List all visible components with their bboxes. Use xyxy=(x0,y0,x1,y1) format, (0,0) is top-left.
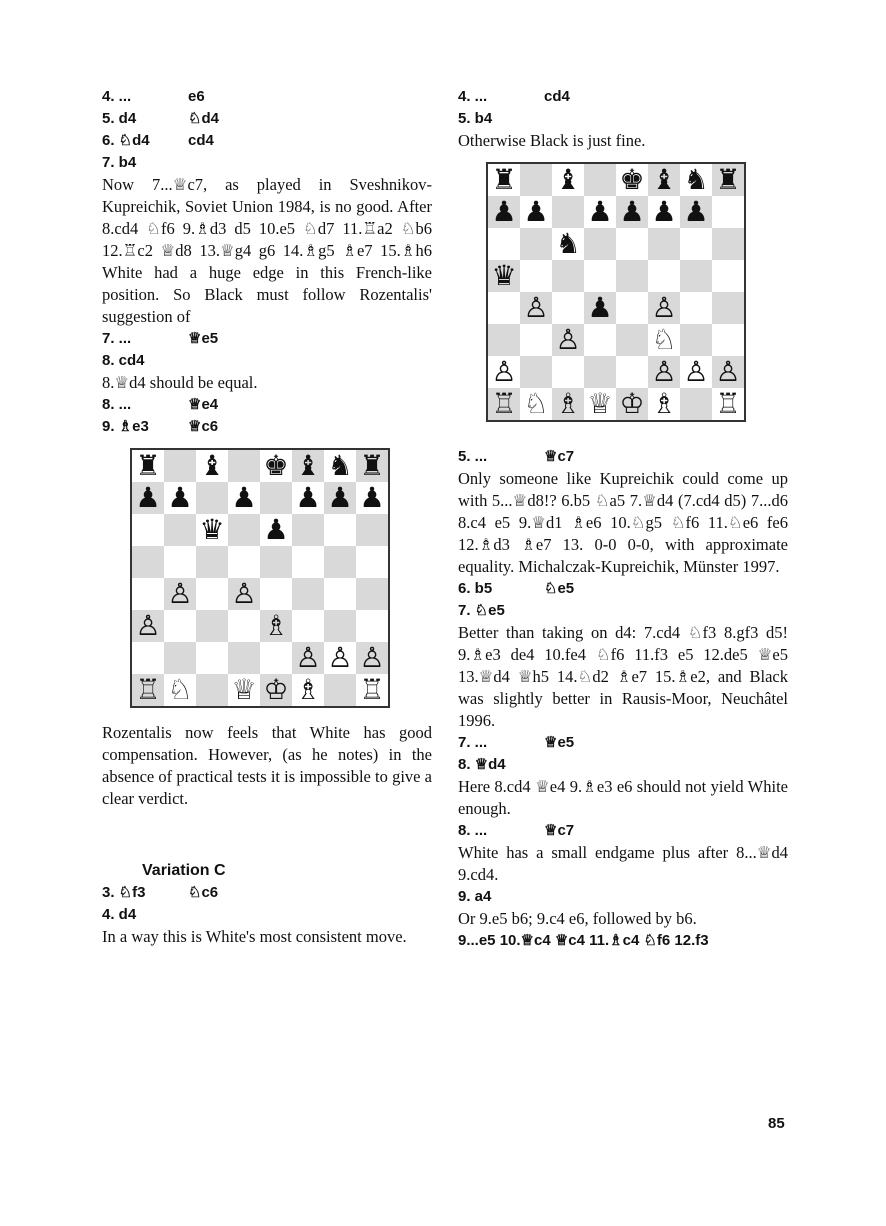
board-square xyxy=(132,450,164,482)
move-line: 9. a4 xyxy=(458,888,492,905)
move-list xyxy=(458,578,788,622)
board-square xyxy=(488,228,520,260)
black-queen-icon: ♛ xyxy=(199,513,225,546)
black-king-icon: ♚ xyxy=(619,163,645,196)
black-pawn-icon: ♟ xyxy=(683,195,709,228)
move-line: 7. ... ♕e5 xyxy=(458,734,575,751)
chess-board xyxy=(130,448,390,708)
left-column xyxy=(102,86,432,948)
board-square xyxy=(132,514,164,546)
black-pawn-icon: ♟ xyxy=(491,195,517,228)
board-square xyxy=(584,260,616,292)
board-square xyxy=(712,324,744,356)
board-square xyxy=(712,196,744,228)
spacer xyxy=(102,832,432,860)
board-square xyxy=(680,164,712,196)
white-rook-icon: ♖ xyxy=(491,387,517,420)
section-heading: Variation C xyxy=(142,862,226,879)
board-square xyxy=(324,578,356,610)
board-square xyxy=(292,514,324,546)
commentary-paragraph: Here 8.cd4 ♕e4 9.♗e3 e6 should not yield White enough. xyxy=(458,777,788,818)
board-square xyxy=(164,610,196,642)
black-pawn-icon: ♟ xyxy=(523,195,549,228)
board-square xyxy=(680,260,712,292)
board-square xyxy=(164,642,196,674)
move-line: 5. d4 ♘d4 xyxy=(102,110,219,127)
white-knight-icon: ♘ xyxy=(167,673,193,706)
black-pawn-icon: ♟ xyxy=(619,195,645,228)
move-list xyxy=(458,886,788,908)
board-square xyxy=(356,482,388,514)
board-square xyxy=(680,228,712,260)
black-pawn-icon: ♟ xyxy=(327,481,353,514)
board-square xyxy=(196,450,228,482)
board-square xyxy=(488,292,520,324)
board-square xyxy=(488,260,520,292)
board-square xyxy=(616,260,648,292)
commentary-paragraph: Otherwise Black is just fine. xyxy=(458,131,646,150)
black-rook-icon: ♜ xyxy=(715,163,741,196)
board-square xyxy=(712,260,744,292)
board-square xyxy=(292,578,324,610)
board-square xyxy=(680,388,712,420)
board-square xyxy=(260,546,292,578)
move-list xyxy=(458,86,788,130)
black-pawn-icon: ♟ xyxy=(295,481,321,514)
board-square xyxy=(552,388,584,420)
board-square xyxy=(488,388,520,420)
white-pawn-icon: ♙ xyxy=(651,355,677,388)
board-square xyxy=(356,546,388,578)
board-square xyxy=(164,546,196,578)
board-square xyxy=(196,514,228,546)
board-square xyxy=(520,388,552,420)
black-bishop-icon: ♝ xyxy=(199,449,225,482)
commentary-paragraph: Rozentalis now feels that White has good compensation. However, (as he notes) in the absence of practical tests it is impossible to give a clear verdict. xyxy=(102,723,432,808)
board-square xyxy=(648,164,680,196)
board-square xyxy=(552,228,584,260)
board-square xyxy=(488,164,520,196)
board-square xyxy=(228,482,260,514)
board-square xyxy=(260,674,292,706)
board-square xyxy=(228,578,260,610)
board-square xyxy=(356,578,388,610)
black-rook-icon: ♜ xyxy=(491,163,517,196)
black-knight-icon: ♞ xyxy=(683,163,709,196)
chess-board xyxy=(486,162,746,422)
commentary-paragraph: Or 9.e5 b6; 9.c4 e6, followed by b6. xyxy=(458,909,697,928)
white-pawn-icon: ♙ xyxy=(555,323,581,356)
board-square xyxy=(712,164,744,196)
board-square xyxy=(132,642,164,674)
board-square xyxy=(164,450,196,482)
move-list xyxy=(102,882,432,926)
black-king-icon: ♚ xyxy=(263,449,289,482)
black-pawn-icon: ♟ xyxy=(135,481,161,514)
board-square xyxy=(132,546,164,578)
move-list xyxy=(102,86,432,174)
board-square xyxy=(260,610,292,642)
board-square xyxy=(196,674,228,706)
black-pawn-icon: ♟ xyxy=(651,195,677,228)
move-line: 8. ♕d4 xyxy=(458,756,506,773)
board-square xyxy=(356,514,388,546)
board-square xyxy=(520,260,552,292)
board-square xyxy=(584,196,616,228)
black-pawn-icon: ♟ xyxy=(587,291,613,324)
commentary-paragraph: 8.♕d4 should be equal. xyxy=(102,373,258,392)
board-square xyxy=(488,196,520,228)
board-square xyxy=(520,292,552,324)
white-bishop-icon: ♗ xyxy=(263,609,289,642)
board-square xyxy=(356,642,388,674)
black-knight-icon: ♞ xyxy=(555,227,581,260)
move-line: 7. ♘e5 xyxy=(458,602,505,619)
black-pawn-icon: ♟ xyxy=(167,481,193,514)
board-square xyxy=(680,292,712,324)
white-pawn-icon: ♙ xyxy=(651,291,677,324)
board-square xyxy=(584,292,616,324)
board-square xyxy=(324,514,356,546)
move-list xyxy=(458,446,788,468)
board-square xyxy=(260,578,292,610)
chess-diagram xyxy=(130,448,432,708)
board-square xyxy=(260,642,292,674)
white-bishop-icon: ♗ xyxy=(295,673,321,706)
move-list xyxy=(102,328,432,372)
board-square xyxy=(648,324,680,356)
white-pawn-icon: ♙ xyxy=(683,355,709,388)
board-square xyxy=(292,546,324,578)
board-square xyxy=(292,674,324,706)
move-line: 5. ... ♕c7 xyxy=(458,448,575,465)
black-bishop-icon: ♝ xyxy=(555,163,581,196)
white-pawn-icon: ♙ xyxy=(135,609,161,642)
move-line: 4. d4 xyxy=(102,906,137,923)
board-square xyxy=(292,450,324,482)
black-rook-icon: ♜ xyxy=(135,449,161,482)
board-square xyxy=(488,324,520,356)
move-list xyxy=(102,394,432,438)
board-square xyxy=(648,292,680,324)
white-pawn-icon: ♙ xyxy=(715,355,741,388)
white-rook-icon: ♖ xyxy=(359,673,385,706)
white-pawn-icon: ♙ xyxy=(491,355,517,388)
move-line: 4. ... cd4 xyxy=(458,88,570,105)
board-square xyxy=(648,356,680,388)
board-square xyxy=(196,482,228,514)
board-square xyxy=(520,196,552,228)
white-bishop-icon: ♗ xyxy=(555,387,581,420)
move-list xyxy=(458,820,788,842)
board-square xyxy=(584,388,616,420)
board-square xyxy=(616,164,648,196)
move-line: 6. ♘d4 cd4 xyxy=(102,132,214,149)
move-line: 7. b4 xyxy=(102,154,137,171)
board-square xyxy=(164,674,196,706)
board-square xyxy=(488,356,520,388)
white-pawn-icon: ♙ xyxy=(523,291,549,324)
move-list xyxy=(458,732,788,776)
board-square xyxy=(552,164,584,196)
black-pawn-icon: ♟ xyxy=(231,481,257,514)
board-square xyxy=(552,324,584,356)
board-square xyxy=(712,228,744,260)
board-square xyxy=(520,164,552,196)
board-square xyxy=(712,388,744,420)
move-line: 5. b4 xyxy=(458,110,493,127)
white-knight-icon: ♘ xyxy=(523,387,549,420)
commentary-paragraph: Now 7...♕c7, as played in Sveshnikov-Kupreichik, Soviet Union 1984, is no good. After 8.cd4 ♘f6 9.♗d3 d5 10.e5 ♘d7 11.♖a2 ♘b6 12.♖c2 ♕d8 13.♕g4 g6 14.♗g5 ♗e7 15.♗h6 White had a huge edge in this French-like position. So Black must follow Rozentalis' suggestion of xyxy=(102,175,432,326)
board-square xyxy=(292,482,324,514)
white-knight-icon: ♘ xyxy=(651,323,677,356)
board-square xyxy=(712,292,744,324)
move-line: 4. ... e6 xyxy=(102,88,205,105)
board-square xyxy=(616,388,648,420)
white-pawn-icon: ♙ xyxy=(295,641,321,674)
white-pawn-icon: ♙ xyxy=(231,577,257,610)
black-pawn-icon: ♟ xyxy=(359,481,385,514)
board-square xyxy=(552,292,584,324)
move-line: 9...e5 10.♕c4 ♕c4 11.♗c4 ♘f6 12.f3 xyxy=(458,932,709,949)
board-square xyxy=(648,260,680,292)
board-square xyxy=(196,610,228,642)
board-square xyxy=(680,356,712,388)
board-square xyxy=(292,642,324,674)
white-queen-icon: ♕ xyxy=(587,387,613,420)
board-square xyxy=(356,450,388,482)
white-rook-icon: ♖ xyxy=(715,387,741,420)
board-square xyxy=(228,674,260,706)
board-square xyxy=(520,228,552,260)
move-line: 8. cd4 xyxy=(102,352,145,369)
board-square xyxy=(196,642,228,674)
board-square xyxy=(648,228,680,260)
board-square xyxy=(552,196,584,228)
board-square xyxy=(164,514,196,546)
board-square xyxy=(164,482,196,514)
board-square xyxy=(616,356,648,388)
board-square xyxy=(648,388,680,420)
board-square xyxy=(356,610,388,642)
board-square xyxy=(292,610,324,642)
black-pawn-icon: ♟ xyxy=(263,513,289,546)
move-line: 8. ... ♕e4 xyxy=(102,396,219,413)
commentary-paragraph: Better than taking on d4: 7.cd4 ♘f3 8.gf3 d5! 9.♗e3 de4 10.fe4 ♘f6 11.f3 e5 12.de5 ♕e5 13.♕d4 ♕h5 14.♘d2 ♗e7 15.♗e2, and Black was slightly better in Rausis-Moor, Neuchâtel 1996. xyxy=(458,623,788,730)
board-square xyxy=(584,324,616,356)
board-square xyxy=(520,324,552,356)
white-king-icon: ♔ xyxy=(263,673,289,706)
white-rook-icon: ♖ xyxy=(135,673,161,706)
board-square xyxy=(324,482,356,514)
board-square xyxy=(616,324,648,356)
board-square xyxy=(260,514,292,546)
commentary-paragraph: Only someone like Kupreichik could come up with 5...♕d8!? 6.b5 ♘a5 7.♕d4 (7.cd4 d5) 7...d6 8.c4 e5 9.♕d1 ♗e6 10.♘g5 ♘f6 11.♘e6 fe6 12.♗d3 ♗e7 13. 0-0 0-0, with approximate equality. Michalczak-Kupreichik, Münster 1997. xyxy=(458,469,788,576)
white-pawn-icon: ♙ xyxy=(359,641,385,674)
move-line: 6. b5 ♘e5 xyxy=(458,580,575,597)
right-column xyxy=(458,86,788,952)
move-line: 3. ♘f3 ♘c6 xyxy=(102,884,219,901)
black-bishop-icon: ♝ xyxy=(295,449,321,482)
board-square xyxy=(616,292,648,324)
page-number: 85 xyxy=(768,1115,785,1132)
spacer xyxy=(102,810,432,832)
board-square xyxy=(132,610,164,642)
board-square xyxy=(196,578,228,610)
board-square xyxy=(520,356,552,388)
black-rook-icon: ♜ xyxy=(359,449,385,482)
move-line: 9. ♗e3 ♕c6 xyxy=(102,418,219,435)
board-square xyxy=(648,196,680,228)
board-square xyxy=(164,578,196,610)
commentary-paragraph: White has a small endgame plus after 8...♕d4 9.cd4. xyxy=(458,843,788,884)
board-square xyxy=(584,164,616,196)
white-queen-icon: ♕ xyxy=(231,673,257,706)
board-square xyxy=(324,642,356,674)
board-square xyxy=(552,260,584,292)
board-square xyxy=(616,196,648,228)
black-queen-icon: ♛ xyxy=(491,259,517,292)
move-line: 8. ... ♕c7 xyxy=(458,822,575,839)
board-square xyxy=(228,610,260,642)
chess-diagram xyxy=(486,162,788,422)
board-square xyxy=(680,196,712,228)
black-bishop-icon: ♝ xyxy=(651,163,677,196)
board-square xyxy=(260,450,292,482)
board-square xyxy=(260,482,292,514)
white-pawn-icon: ♙ xyxy=(327,641,353,674)
commentary-paragraph: In a way this is White's most consistent move. xyxy=(102,927,407,946)
board-square xyxy=(356,674,388,706)
black-pawn-icon: ♟ xyxy=(587,195,613,228)
board-square xyxy=(228,546,260,578)
white-king-icon: ♔ xyxy=(619,387,645,420)
white-bishop-icon: ♗ xyxy=(651,387,677,420)
board-square xyxy=(228,514,260,546)
board-square xyxy=(616,228,648,260)
board-square xyxy=(584,356,616,388)
board-square xyxy=(196,546,228,578)
board-square xyxy=(228,450,260,482)
board-square xyxy=(324,610,356,642)
move-line: 7. ... ♕e5 xyxy=(102,330,219,347)
board-square xyxy=(324,450,356,482)
board-square xyxy=(132,578,164,610)
board-square xyxy=(584,228,616,260)
board-square xyxy=(228,642,260,674)
board-square xyxy=(712,356,744,388)
board-square xyxy=(132,482,164,514)
board-square xyxy=(552,356,584,388)
board-square xyxy=(680,324,712,356)
white-pawn-icon: ♙ xyxy=(167,577,193,610)
board-square xyxy=(132,674,164,706)
black-knight-icon: ♞ xyxy=(327,449,353,482)
board-square xyxy=(324,674,356,706)
board-square xyxy=(324,546,356,578)
